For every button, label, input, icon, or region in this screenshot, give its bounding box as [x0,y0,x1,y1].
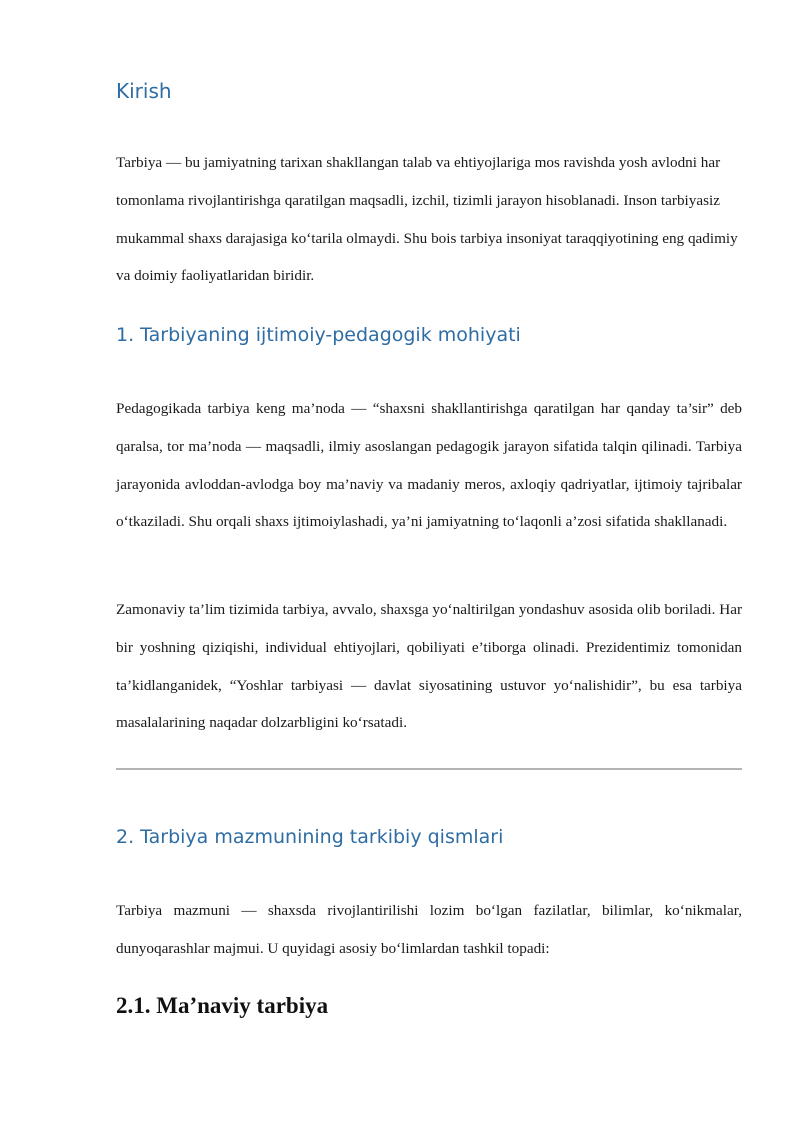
paragraph-section-1-a: Pedagogikada tarbiya keng ma’noda — “shaxsni shakllantirishga qaratilgan har qanday ta’sir” deb qaralsa, tor ma’noda — maqsadli, ilmiy asoslangan pedagogik jarayon sifatida talqin qilinadi. Tarbiya jarayonida avloddan-avlodga boy ma’naviy va madaniy meros, axloqiy qadriyatlar, ijtimoiy tajribalar o‘tkaziladi. Shu orqali shaxs ijtimoiylashadi, ya’ni jamiyatning to‘laqonli a’zosi sifatida shakllanadi. [116,400,742,531]
paragraph-section-2: Tarbiya mazmuni — shaxsda rivojlantirilishi lozim bo‘lgan fazilatlar, bilimlar, ko‘nikmalar, dunyoqarashlar majmui. U quyidagi asosiy bo‘limlardan tashkil topadi: [116,902,742,957]
heading-section-2: 2. Tarbiya mazmunining tarkibiy qismlari [116,826,504,848]
heading-intro: Kirish [116,79,172,103]
paragraph-section-1-b: Zamonaviy ta’lim tizimida tarbiya, avvalo, shaxsga yo‘naltirilgan yondashuv asosida olib boriladi. Har bir yoshning qiziqishi, individual ehtiyojlari, qobiliyati e’tiborga olinadi. Prezidentimiz tomonidan ta’kidlanganidek, “Yoshlar tarbiyasi — davlat siyosatining ustuvor yo‘nalishidir”, bu esa tarbiya masalalarining naqadar dolzarbligini ko‘rsatadi. [116,601,742,732]
document-page [116,0,742,1131]
heading-section-1: 1. Tarbiyaning ijtimoiy-pedagogik mohiyati [116,324,521,346]
paragraph-intro: Tarbiya — bu jamiyatning tarixan shakllangan talab va ehtiyojlariga mos ravishda yosh avlodni har tomonlama rivojlantirishga qaratilgan maqsadli, izchil, tizimli jarayon hisoblanadi. Inson tarbiyasiz mukammal shaxs darajasiga ko‘tarila olmaydi. Shu bois tarbiya insoniyat taraqqiyotining eng qadimiy va doimiy faoliyatlaridan biridir. [116,154,738,285]
section-divider [116,768,742,770]
heading-subsection-2-1: 2.1. Ma’naviy tarbiya [116,993,329,1018]
